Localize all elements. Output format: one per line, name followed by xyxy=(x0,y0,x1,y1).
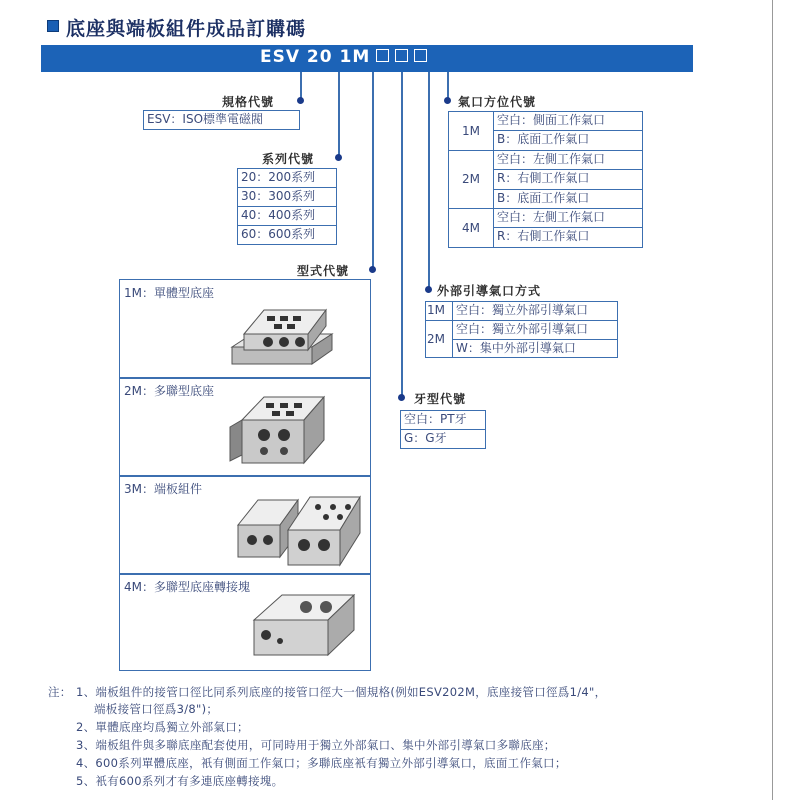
port-option: 空白：左側工作氣口 xyxy=(493,150,643,170)
note-line: 5、衹有600系列才有多連底座轉接塊。 xyxy=(76,774,284,788)
external-pilot-label: 外部引導氣口方式 xyxy=(437,284,542,298)
connector-thread xyxy=(401,72,403,397)
title-square-icon xyxy=(47,20,59,32)
type-divider xyxy=(119,475,371,477)
thread-item: G：G牙 xyxy=(400,429,486,449)
pilot-option: 空白：獨立外部引導氣口 xyxy=(452,301,618,321)
series-item: 30：300系列 xyxy=(237,187,337,207)
type-label: 型式代號 xyxy=(297,264,350,278)
port-dot xyxy=(444,97,451,104)
pilot-code-1m: 1M xyxy=(425,301,453,321)
connector-pilot xyxy=(428,72,430,290)
port-option: B：底面工作氣口 xyxy=(493,189,643,209)
port-position-label: 氣口方位代號 xyxy=(458,95,537,109)
single-base-image xyxy=(222,292,342,372)
series-item: 20：200系列 xyxy=(237,168,337,188)
note-line: 端板接管口徑爲3/8")； xyxy=(94,702,219,716)
type-divider xyxy=(119,573,371,575)
connector-type xyxy=(372,72,374,272)
type-item-3m: 3M：端板組件 xyxy=(124,482,202,496)
spec-value: ESV：ISO標準電磁閥 xyxy=(143,110,300,130)
spec-dot xyxy=(297,97,304,104)
type-item-2m: 2M：多聯型底座 xyxy=(124,384,214,398)
series-dot xyxy=(335,154,342,161)
port-option: R：右側工作氣口 xyxy=(493,169,643,190)
pilot-dot xyxy=(425,286,432,293)
page-title: 底座與端板組件成品訂購碼 xyxy=(66,18,307,40)
adapter-block-image xyxy=(244,585,364,665)
type-item-1m: 1M：單體型底座 xyxy=(124,286,214,300)
pilot-option: 空白：獨立外部引導氣口 xyxy=(452,320,618,340)
note-line: 3、端板組件與多聯底座配套使用，可同時用于獨立外部氣口、集中外部引導氣口多聯底座； xyxy=(76,738,556,752)
spec-label: 規格代號 xyxy=(222,95,275,109)
note-line: 1、端板組件的接管口徑比同系列底座的接管口徑大一個規格(例如ESV202M，底座接管口徑爲1/4"， xyxy=(76,685,607,699)
type-item-4m: 4M：多聯型底座轉接塊 xyxy=(124,580,250,594)
port-code-4m: 4M xyxy=(448,208,494,248)
note-line: 4、600系列單體底座，衹有側面工作氣口；多聯底座衹有獨立外部引導氣口，底面工作氣口； xyxy=(76,756,567,770)
order-code-text: ESV 20 1M xyxy=(260,47,371,67)
code-placeholder-box-1 xyxy=(376,49,389,62)
page-edge-line xyxy=(772,0,773,800)
type-dot xyxy=(369,266,376,273)
port-code-2m: 2M xyxy=(448,150,494,209)
note-line: 2、單體底座均爲獨立外部氣口； xyxy=(76,720,249,734)
connector-spec xyxy=(300,72,302,100)
code-placeholder-box-2 xyxy=(395,49,408,62)
port-option: B：底面工作氣口 xyxy=(493,130,643,151)
thread-item: 空白：PT牙 xyxy=(400,410,486,430)
end-plate-image xyxy=(228,485,368,570)
port-option: 空白：左側工作氣口 xyxy=(493,208,643,228)
pilot-code-2m: 2M xyxy=(425,320,453,358)
multi-base-image xyxy=(224,385,334,470)
pilot-option: W：集中外部引導氣口 xyxy=(452,339,618,358)
series-item: 40：400系列 xyxy=(237,206,337,226)
notes-prefix: 注： xyxy=(48,685,72,699)
port-option: R：右側工作氣口 xyxy=(493,227,643,248)
type-divider xyxy=(119,377,371,379)
series-label: 系列代號 xyxy=(262,152,315,166)
order-code xyxy=(260,47,427,67)
series-item: 60：600系列 xyxy=(237,225,337,245)
thread-dot xyxy=(398,394,405,401)
port-code-1m: 1M xyxy=(448,111,494,151)
connector-series xyxy=(338,72,340,158)
thread-label: 牙型代號 xyxy=(414,392,467,406)
port-option: 空白：側面工作氣口 xyxy=(493,111,643,131)
code-placeholder-box-3 xyxy=(414,49,427,62)
